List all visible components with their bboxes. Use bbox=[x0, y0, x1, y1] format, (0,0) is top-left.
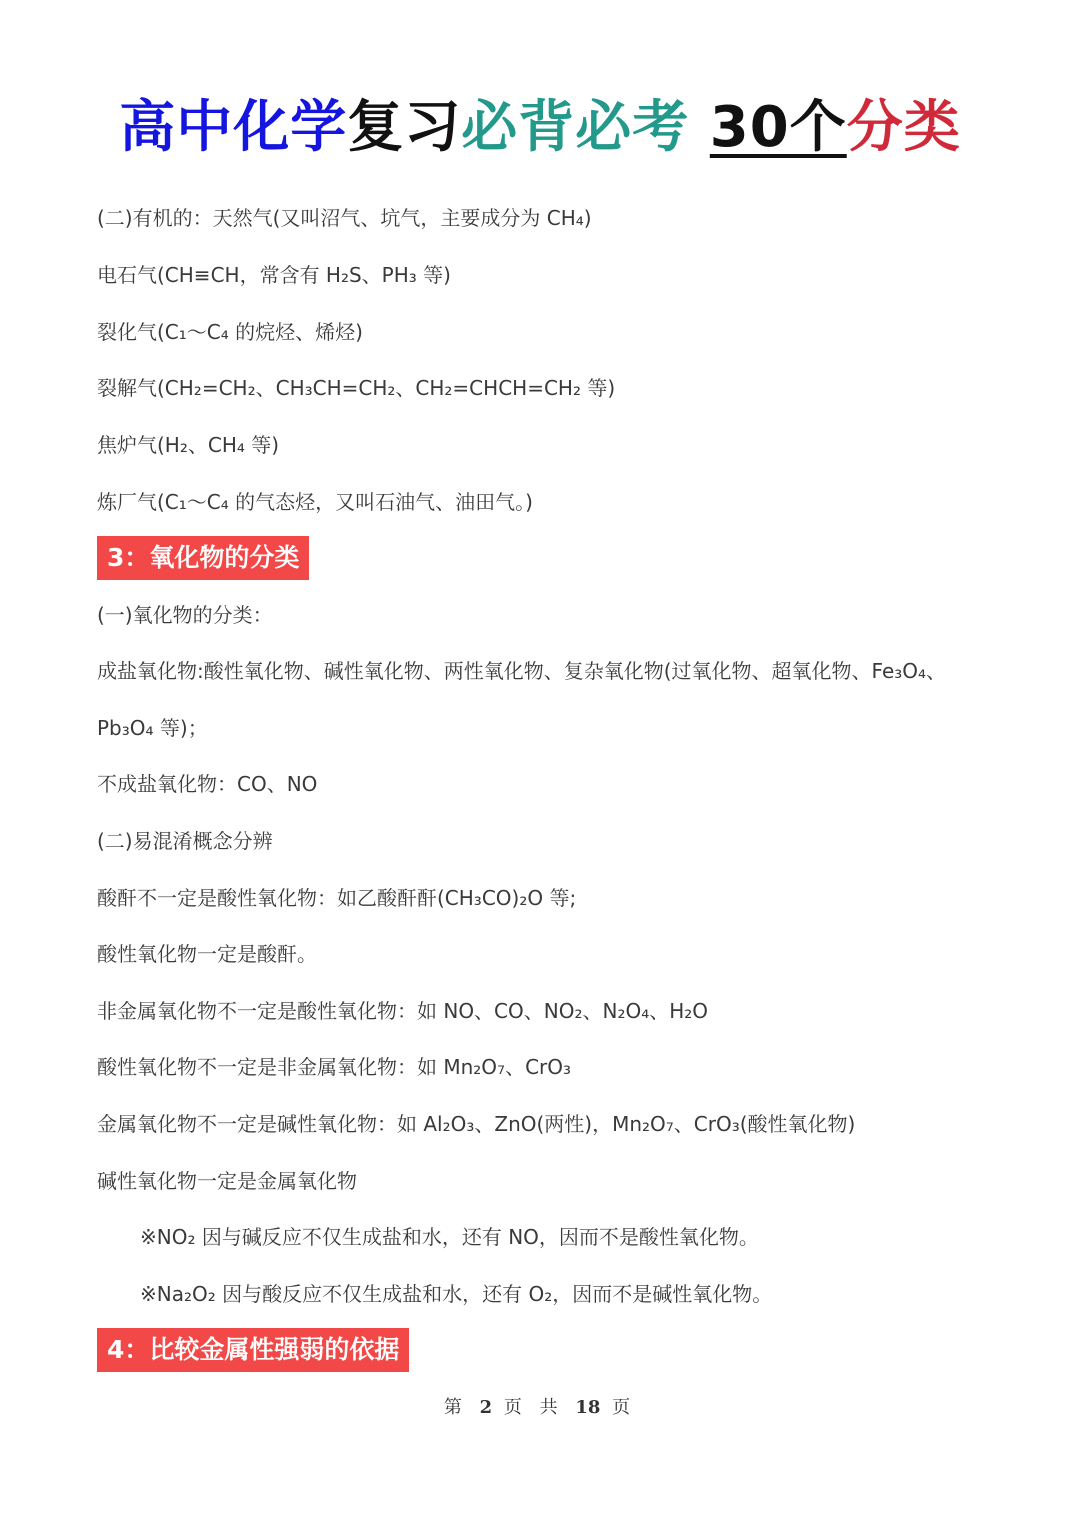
note-line: ※Na₂O₂ 因与酸反应不仅生成盐和水，还有 O₂，因而不是碱性氧化物。 bbox=[140, 1282, 773, 1306]
title-part-4: 30个 bbox=[709, 95, 847, 160]
page-title bbox=[0, 92, 1080, 164]
text-line: 非金属氧化物不一定是酸性氧化物：如 NO、CO、NO₂、N₂O₄、H₂O bbox=[97, 999, 709, 1023]
text-line: 金属氧化物不一定是碱性氧化物：如 Al₂O₃、ZnO(两性)，Mn₂O₇、CrO₃(酸性氧化物) bbox=[97, 1112, 856, 1136]
text-line: 酸性氧化物不一定是非金属氧化物：如 Mn₂O₇、CrO₃ bbox=[97, 1055, 572, 1079]
footer-page-number: 2 bbox=[479, 1397, 493, 1418]
note-line: ※NO₂ 因与碱反应不仅生成盐和水，还有 NO，因而不是酸性氧化物。 bbox=[140, 1225, 759, 1249]
text-line: 焦炉气(H₂、CH₄ 等) bbox=[97, 433, 280, 457]
footer-total-pages: 18 bbox=[575, 1397, 601, 1418]
footer-suffix: 页 bbox=[612, 1397, 637, 1418]
text-line: Pb₃O₄ 等)； bbox=[97, 716, 208, 740]
text-line: 电石气(CH≡CH，常含有 H₂S、PH₃ 等) bbox=[97, 263, 451, 287]
title-part-3: 必背必考 bbox=[461, 95, 690, 160]
section-heading-3: 3：氧化物的分类 bbox=[97, 536, 309, 580]
title-part-2: 复习 bbox=[347, 95, 462, 160]
text-line: 裂化气(C₁～C₄ 的烷烃、烯烃) bbox=[97, 320, 363, 344]
text-line: 炼厂气(C₁～C₄ 的气态烃，又叫石油气、油田气。) bbox=[97, 490, 533, 514]
footer-prefix: 第 bbox=[443, 1397, 468, 1418]
footer-mid: 页 共 bbox=[503, 1397, 564, 1418]
text-line: (二)有机的：天然气(又叫沼气、坑气，主要成分为 CH₄) bbox=[97, 206, 592, 230]
text-line: (一)氧化物的分类： bbox=[97, 603, 273, 627]
title-part-1: 高中化学 bbox=[119, 95, 348, 160]
text-line: 碱性氧化物一定是金属氧化物 bbox=[97, 1169, 357, 1193]
page-footer bbox=[0, 1393, 1080, 1419]
text-line: 酸酐不一定是酸性氧化物：如乙酸酐酐(CH₃CO)₂O 等; bbox=[97, 886, 577, 910]
text-line: 成盐氧化物:酸性氧化物、碱性氧化物、两性氧化物、复杂氧化物(过氧化物、超氧化物、Fe₃O₄、 bbox=[97, 659, 947, 683]
text-line: (二)易混淆概念分辨 bbox=[97, 829, 273, 853]
text-line: 裂解气(CH₂=CH₂、CH₃CH=CH₂、CH₂=CHCH=CH₂ 等) bbox=[97, 376, 616, 400]
section-heading-4: 4：比较金属性强弱的依据 bbox=[97, 1328, 409, 1372]
text-line: 不成盐氧化物：CO、NO bbox=[97, 772, 318, 796]
title-part-5: 分类 bbox=[846, 95, 961, 160]
text-line: 酸性氧化物一定是酸酐。 bbox=[97, 942, 317, 966]
